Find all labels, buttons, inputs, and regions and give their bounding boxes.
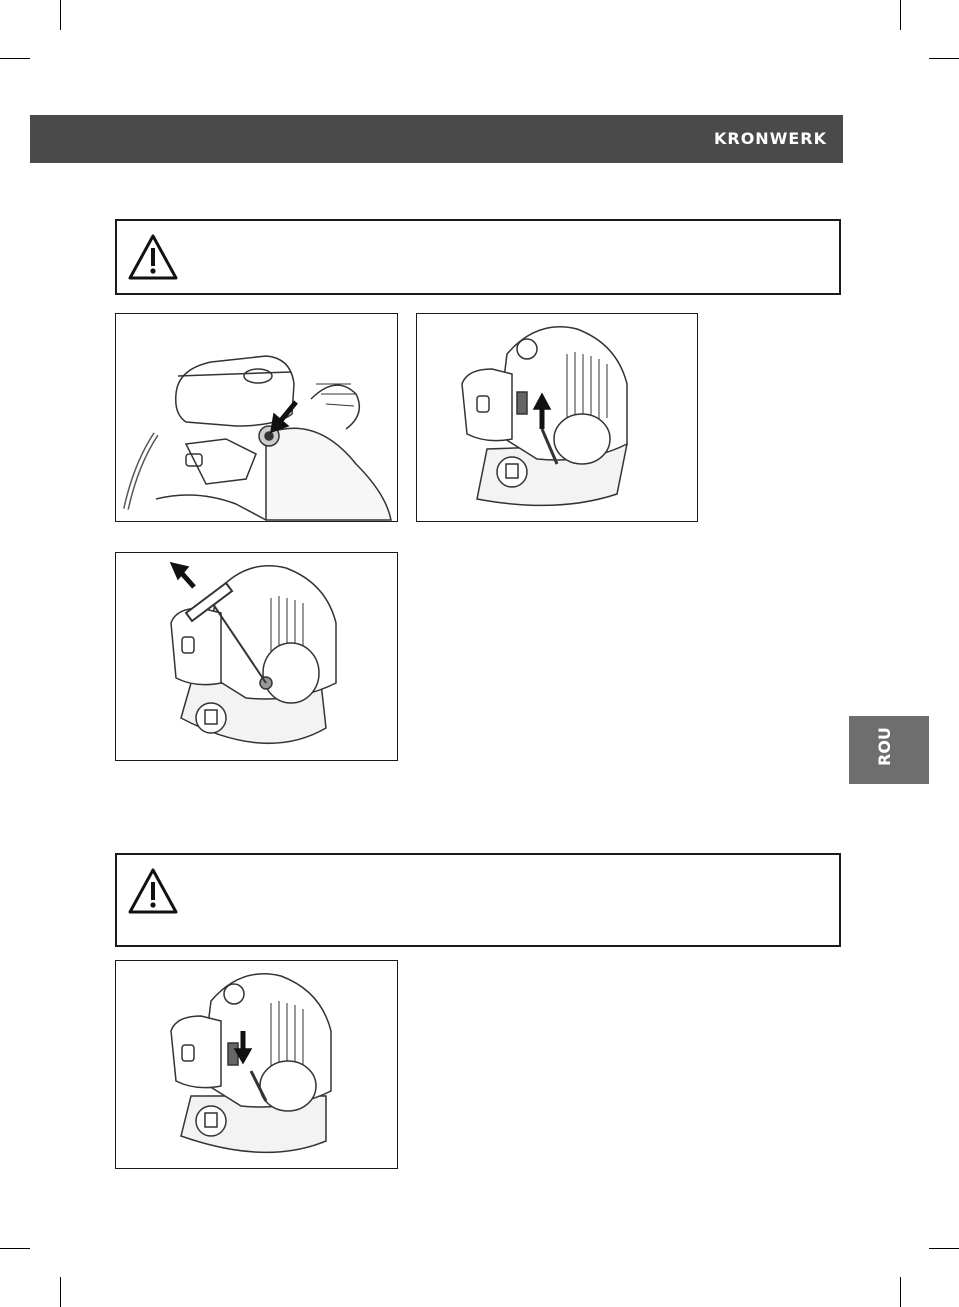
crop-mark [0, 58, 30, 59]
primer-bulb-figure [115, 313, 398, 522]
warning-triangle-icon [127, 867, 179, 920]
warning-box [115, 853, 841, 947]
crop-mark [929, 58, 959, 59]
starter-pull-figure [115, 552, 398, 761]
crop-mark [0, 1248, 30, 1249]
language-tab [849, 716, 929, 784]
choke-lever-down-figure [115, 960, 398, 1169]
choke-lever-up-figure [416, 313, 698, 522]
crop-mark [929, 1248, 959, 1249]
header-bar [30, 115, 843, 163]
language-code: ROU [875, 727, 894, 766]
warning-triangle-icon [127, 233, 179, 286]
brand-logo: KRONWERK [713, 129, 827, 148]
crop-mark [60, 1277, 61, 1307]
crop-mark [60, 0, 61, 30]
crop-mark [900, 0, 901, 30]
warning-box [115, 219, 841, 295]
crop-mark [900, 1277, 901, 1307]
